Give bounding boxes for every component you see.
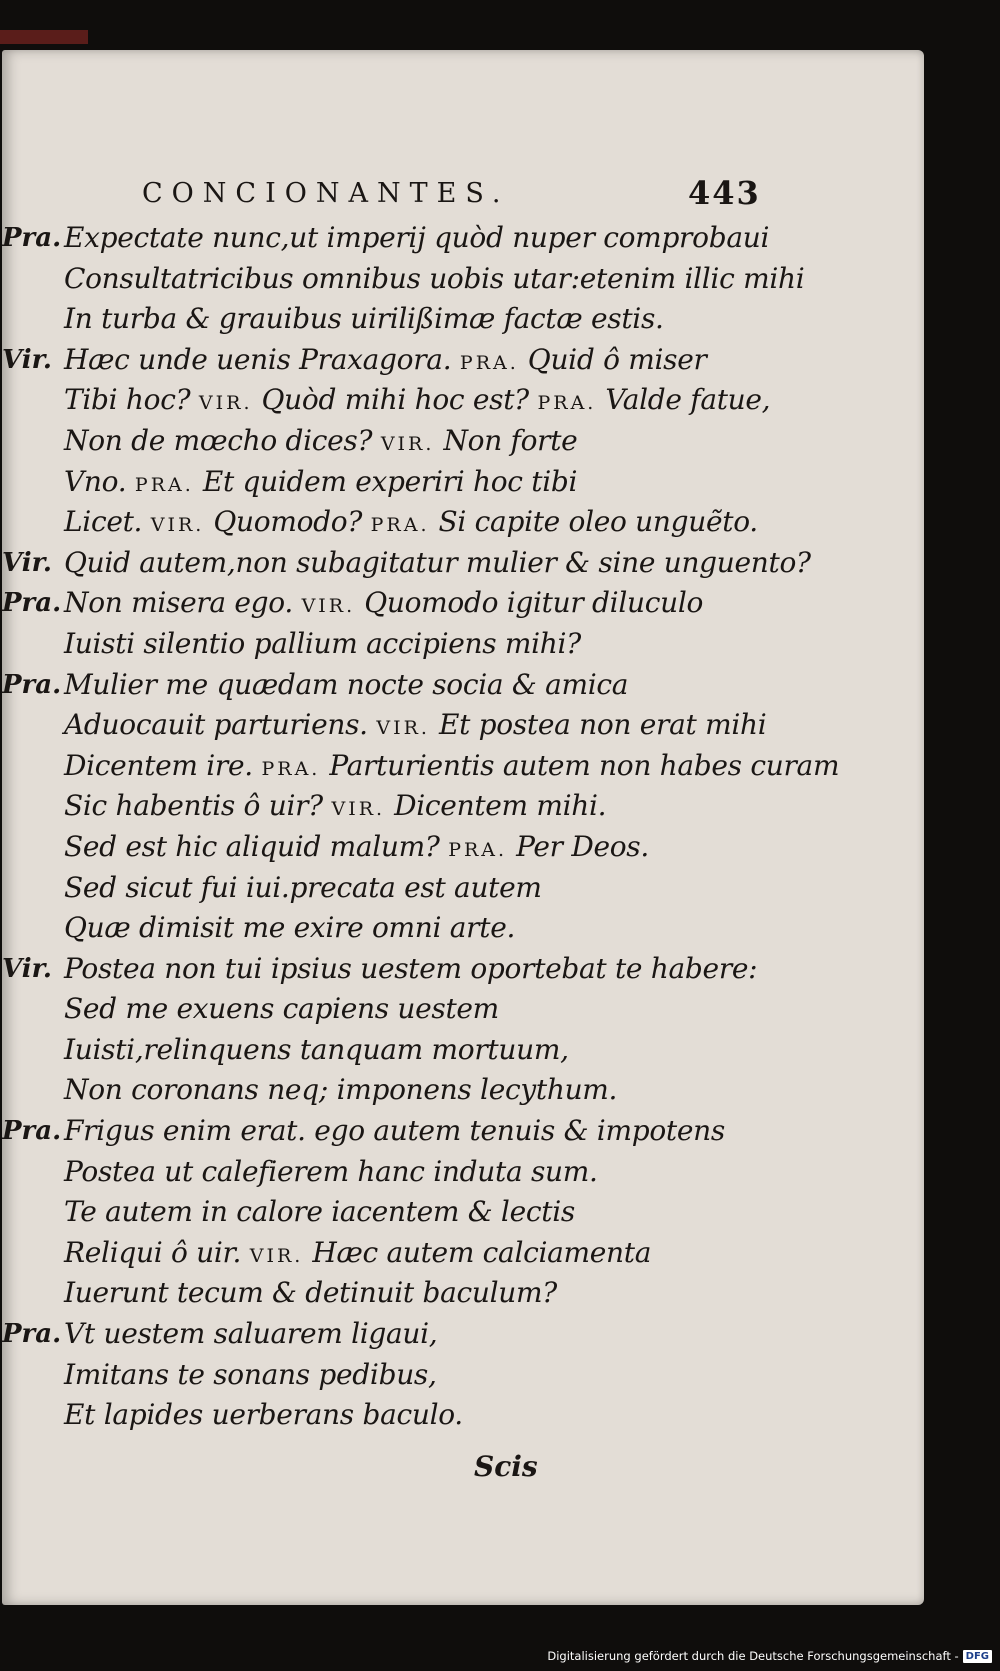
verse-segment: Frigus enim erat. ego autem tenuis & impotens	[64, 1114, 725, 1148]
text-line	[2, 421, 902, 462]
verse-segment: Quòd mihi hoc est?	[261, 383, 538, 417]
speaker-label: Pra.	[2, 1116, 62, 1147]
speaker-cue: VIR.	[198, 392, 262, 415]
text-line	[2, 1152, 902, 1193]
text-line	[2, 624, 902, 665]
speaker-cue: PRA.	[370, 514, 439, 537]
text-line	[2, 1233, 902, 1274]
speaker-label: Vir.	[2, 344, 52, 375]
text-line	[2, 746, 902, 787]
line-text	[64, 665, 628, 706]
text-line	[2, 1030, 902, 1071]
speaker-cue: PRA.	[448, 838, 517, 861]
line-text	[64, 421, 577, 465]
text-line	[2, 786, 902, 827]
text-line	[2, 1355, 902, 1396]
line-text	[64, 827, 649, 871]
verse-segment: Et lapides uerberans baculo.	[64, 1398, 463, 1432]
text-line	[2, 705, 902, 746]
verse-segment: Iuisti,relinquens tanquam mortuum,	[64, 1032, 569, 1066]
line-text	[64, 989, 499, 1030]
line-text	[64, 299, 664, 340]
speaker-label: Pra.	[2, 1319, 62, 1350]
verse-segment: In turba & grauibus uirilißimæ factæ estis.	[64, 302, 664, 336]
verse-segment: Sed est hic aliquid malum?	[64, 829, 449, 863]
speaker-cue: VIR.	[331, 798, 395, 821]
verse-segment: Vt uestem saluarem ligaui,	[64, 1317, 438, 1351]
speaker-label: Pra.	[2, 588, 62, 619]
verse-segment: Quomodo igitur diluculo	[364, 586, 704, 620]
line-text	[64, 259, 804, 300]
verse-segment: Mulier me quædam nocte socia & amica	[64, 667, 629, 701]
line-text	[64, 1030, 569, 1071]
verse-segment: Iuerunt tecum & detinuit baculum?	[64, 1276, 557, 1310]
verse-segment: Aduocauit parturiens.	[64, 708, 377, 742]
book-page	[2, 50, 924, 1605]
verse-segment: Postea ut calefierem hanc induta sum.	[64, 1154, 598, 1188]
text-line	[2, 827, 902, 868]
text-line	[2, 949, 902, 990]
line-text	[64, 502, 758, 546]
verse-segment: Sic habentis ô uir?	[64, 789, 332, 823]
speaker-cue: VIR.	[249, 1244, 313, 1267]
verse-segment: Dicentem mihi.	[394, 789, 607, 823]
page-number: 443	[688, 174, 761, 212]
text-line	[2, 1070, 902, 1111]
line-text	[64, 1152, 598, 1193]
speaker-cue: PRA.	[261, 757, 330, 780]
verse-segment: Te autem in calore iacentem & lectis	[64, 1195, 575, 1229]
verse-segment: Tibi hoc?	[64, 383, 199, 417]
verse-segment: Non forte	[443, 423, 578, 457]
line-text	[64, 624, 581, 665]
text-line	[2, 989, 902, 1030]
verse-segment: Per Deos.	[516, 829, 649, 863]
verse-segment: Sed me exuens capiens uestem	[64, 992, 499, 1026]
line-text	[64, 380, 770, 424]
credit-text: Digitalisierung gefördert durch die Deutsche Forschungsgemeinschaft -	[547, 1649, 959, 1663]
verse-segment: Postea non tui ipsius uestem oportebat te habere:	[64, 951, 758, 985]
dfg-logo-icon: DFG	[963, 1650, 992, 1663]
verse-segment: Et postea non erat mihi	[438, 708, 767, 742]
verse-segment: Quid ô miser	[527, 342, 707, 376]
line-text	[64, 583, 703, 627]
verse-segment: Sed sicut fui iui.precata est autem	[64, 870, 542, 904]
speaker-cue: PRA.	[134, 473, 203, 496]
verse-segment: Hæc autem calciamenta	[312, 1235, 652, 1269]
verse-segment: Imitans te sonans pedibus,	[64, 1357, 437, 1391]
verse-segment: Vno.	[64, 464, 135, 498]
line-text	[64, 746, 839, 790]
speaker-cue: VIR.	[376, 717, 439, 740]
catchword: Scis	[474, 1450, 538, 1483]
text-line	[2, 583, 902, 624]
speaker-label: Pra.	[2, 669, 62, 700]
verse-segment: Parturientis autem non habes curam	[329, 748, 840, 782]
line-text	[64, 218, 769, 259]
text-line	[2, 340, 902, 381]
text-line	[2, 665, 902, 706]
text-line	[2, 218, 902, 259]
speaker-label: Vir.	[2, 953, 52, 984]
verse-segment: Hæc unde uenis Praxagora.	[64, 342, 460, 376]
speaker-cue: VIR.	[150, 514, 214, 537]
text-line	[2, 1395, 902, 1436]
text-line	[2, 1111, 902, 1152]
line-text	[64, 1192, 575, 1233]
text-line	[2, 1192, 902, 1233]
text-line	[2, 259, 902, 300]
binding-edge	[0, 30, 88, 44]
line-text	[64, 1355, 437, 1396]
line-text	[64, 949, 757, 990]
verse-segment: Non de mœcho dices?	[64, 423, 381, 457]
text-line	[2, 1273, 902, 1314]
running-head: CONCIONANTES.	[142, 178, 510, 209]
speaker-cue: PRA.	[537, 392, 606, 415]
speaker-cue: VIR.	[301, 595, 365, 618]
verse-segment: Quomodo?	[213, 505, 371, 539]
speaker-cue: VIR.	[380, 432, 444, 455]
text-line	[2, 543, 902, 584]
line-text	[64, 786, 606, 830]
line-text	[64, 705, 766, 749]
line-text	[64, 868, 542, 909]
verse-segment: Expectate nunc,ut imperij quòd nuper comprobaui	[64, 221, 770, 254]
verse-segment: Non misera ego.	[64, 586, 302, 620]
line-text	[64, 340, 707, 384]
verse-segment: Consultatricibus omnibus uobis utar:etenim illic mihi	[64, 261, 805, 295]
digitization-credit	[547, 1649, 992, 1663]
text-line	[2, 462, 902, 503]
line-text	[64, 1070, 617, 1111]
line-text	[64, 1111, 725, 1152]
verse-segment: Si capite oleo unguẽto.	[438, 505, 758, 539]
line-text	[64, 462, 577, 506]
verse-segment: Non coronans neq; imponens lecythum.	[64, 1073, 618, 1107]
line-text	[64, 908, 515, 949]
verse-segment: Quæ dimisit me exire omni arte.	[64, 911, 516, 945]
verse-segment: Valde fatue,	[605, 383, 771, 417]
verse-segment: Iuisti silentio pallium accipiens mihi?	[64, 626, 581, 660]
text-line	[2, 1314, 902, 1355]
text-line	[2, 299, 902, 340]
dialogue-text	[2, 218, 902, 1436]
text-line	[2, 502, 902, 543]
verse-segment: Et quidem experiri hoc tibi	[202, 464, 578, 498]
speaker-label: Pra.	[2, 223, 62, 253]
verse-segment: Dicentem ire.	[64, 748, 262, 782]
verse-segment: Reliqui ô uir.	[64, 1235, 250, 1269]
speaker-label: Vir.	[2, 547, 52, 578]
text-line	[2, 868, 902, 909]
line-text	[64, 543, 811, 584]
verse-segment: Licet.	[64, 505, 151, 539]
text-line	[2, 908, 902, 949]
line-text	[64, 1314, 437, 1355]
line-text	[64, 1233, 651, 1277]
line-text	[64, 1273, 557, 1314]
text-line	[2, 380, 902, 421]
line-text	[64, 1395, 463, 1436]
verse-segment: Quid autem,non subagitatur mulier & sine unguento?	[64, 545, 811, 579]
speaker-cue: PRA.	[459, 351, 528, 374]
